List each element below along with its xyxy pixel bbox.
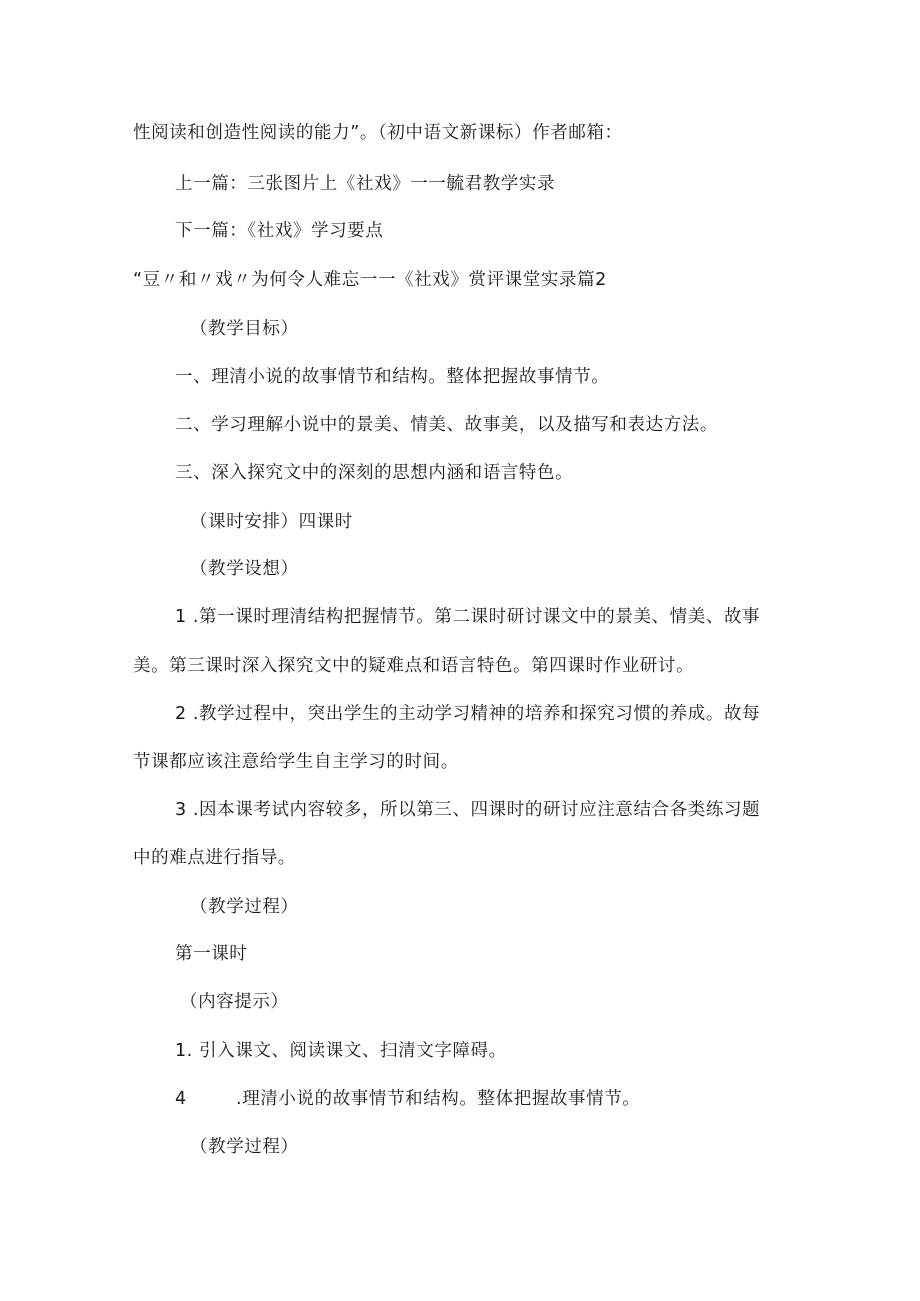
content-item: 1. 引入课文、阅读课文、扫清文字障碍。 xyxy=(175,1041,507,1061)
text-line: 性阅读和创造性阅读的能力”。（初中语文新课标）作者邮箱： xyxy=(133,123,623,143)
lesson-title: 第一课时 xyxy=(175,944,248,964)
next-article-link[interactable]: 下一篇：《社戏》学习要点 xyxy=(175,221,384,241)
plan-item-continuation: 节课都应该注意给学生自主学习的时间。 xyxy=(133,752,459,772)
heading-teaching-plan: （教学设想） xyxy=(190,559,299,579)
goal-item: 三、深入探究文中的深刻的思想内涵和语言特色。 xyxy=(175,463,574,483)
goal-item: 一、理清小说的故事情节和结构。整体把握故事情节。 xyxy=(175,367,610,387)
heading-schedule: （课时安排）四课时 xyxy=(190,512,353,532)
plan-item: 3 .因本课考试内容较多，所以第三、四课时的研讨应注意结合各类练习题 xyxy=(175,800,761,820)
plan-item: 1 .第一课时理清结构把握情节。第二课时研讨课文中的景美、情美、故事 xyxy=(175,607,761,627)
goal-item: 二、学习理解小说中的景美、情美、故事美，以及描写和表达方法。 xyxy=(175,415,718,435)
heading-teaching-goals: （教学目标） xyxy=(190,319,299,339)
prev-article-link[interactable]: 上一篇：三张图片上《社戏》一一毓君教学实录 xyxy=(175,174,556,194)
section-title: “豆〃和〃戏〃为何令人难忘一一《社戏》赏评课堂实录篇2 xyxy=(133,270,607,290)
plan-item-continuation: 美。第三课时深入探究文中的疑难点和语言特色。第四课时作业研讨。 xyxy=(133,656,695,676)
heading-teaching-process: （教学过程） xyxy=(190,1137,299,1157)
plan-item: 2 .教学过程中，突出学生的主动学习精神的培养和探究习惯的养成。故每 xyxy=(175,704,761,724)
heading-content-hints: （内容提示） xyxy=(180,992,289,1012)
heading-teaching-process: （教学过程） xyxy=(190,897,299,917)
content-item: 4 .理清小说的故事情节和结构。整体把握故事情节。 xyxy=(175,1089,641,1109)
plan-item-continuation: 中的难点进行指导。 xyxy=(133,848,296,868)
